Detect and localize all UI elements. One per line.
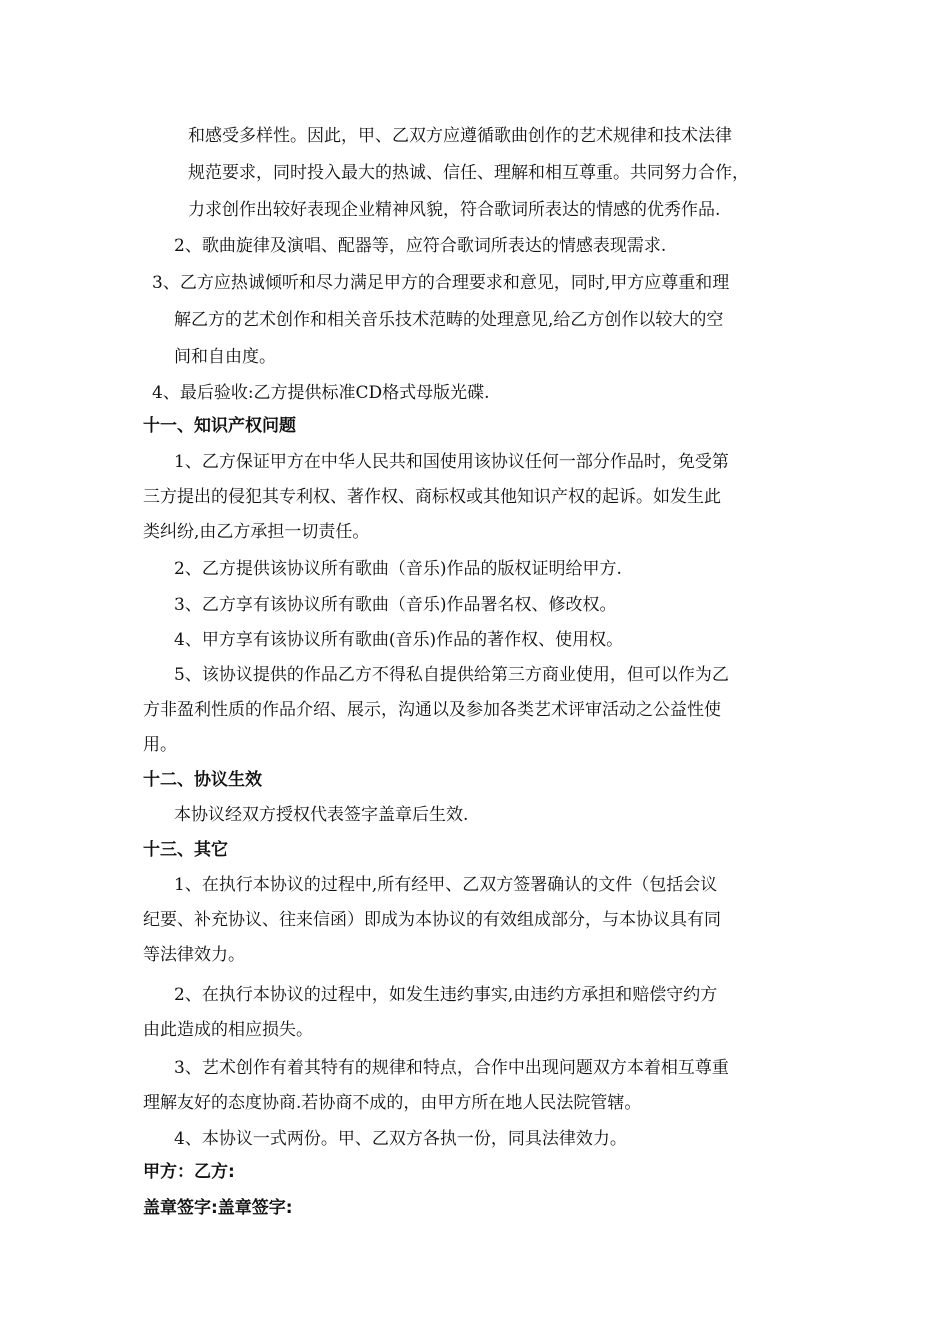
paragraph-line: 力求创作出较好表现企业精神风貌，符合歌词所表达的情感的优秀作品. (188, 200, 721, 220)
paragraph-line: 1、乙方保证甲方在中华人民共和国使用该协议任何一部分作品时，免受第 (174, 452, 729, 472)
paragraph-line: 三方提出的侵犯其专利权、著作权、商标权或其他知识产权的起诉。如发生此 (143, 487, 721, 507)
paragraph-line: 4、最后验收:乙方提供标准CD格式母版光碟. (152, 383, 490, 403)
section-heading-13: 十三、其它 (143, 840, 228, 860)
paragraph-line: 等法律效力。 (143, 945, 245, 965)
paragraph-line: 用。 (143, 735, 177, 755)
paragraph-line: 4、本协议一式两份。甲、乙双方各执一份，同具法律效力。 (174, 1129, 627, 1149)
paragraph-line: 2、歌曲旋律及演唱、配器等，应符合歌词所表达的情感表现需求. (174, 236, 667, 256)
paragraph-line: 2、乙方提供该协议所有歌曲（音乐)作品的版权证明给甲方. (174, 559, 622, 579)
paragraph-line: 解乙方的艺术创作和相关音乐技术范畴的处理意见,给乙方创作以较大的空 (174, 310, 724, 330)
signature-parties: 甲方：乙方: (143, 1162, 235, 1182)
paragraph-line: 4、甲方享有该协议所有歌曲(音乐)作品的著作权、使用权。 (174, 630, 624, 650)
paragraph-line: 5、该协议提供的作品乙方不得私自提供给第三方商业使用，但可以作为乙 (174, 665, 729, 685)
paragraph-line: 理解友好的态度协商.若协商不成的，由甲方所在地人民法院管辖。 (143, 1093, 642, 1113)
paragraph-line: 由此造成的相应损失。 (143, 1020, 313, 1040)
paragraph-line: 3、乙方享有该协议所有歌曲（音乐)作品署名权、修改权。 (174, 595, 617, 615)
paragraph-line: 类纠纷,由乙方承担一切责任。 (143, 522, 370, 542)
paragraph-line: 1、在执行本协议的过程中,所有经甲、乙双方签署确认的文件（包括会议 (174, 875, 718, 895)
paragraph-line: 纪要、补充协议、往来信函）即成为本协议的有效组成部分，与本协议具有同 (143, 910, 721, 930)
paragraph-line: 3、乙方应热诚倾听和尽力满足甲方的合理要求和意见，同时,甲方应尊重和理 (152, 273, 730, 293)
section-heading-12: 十二、协议生效 (143, 770, 262, 790)
paragraph-line: 规范要求，同时投入最大的热诚、信任、理解和相互尊重。共同努力合作， (188, 163, 749, 183)
paragraph-line: 和感受多样性。因此，甲、乙双方应遵循歌曲创作的艺术规律和技术法律 (188, 126, 732, 146)
signature-stamp-line: 盖章签字:盖章签字: (143, 1198, 293, 1218)
paragraph-line: 3、艺术创作有着其特有的规律和特点，合作中出现问题双方本着相互尊重 (174, 1058, 729, 1078)
paragraph-line: 方非盈利性质的作品介绍、展示，沟通以及参加各类艺术评审活动之公益性使 (143, 700, 721, 720)
section-heading-11: 十一、知识产权问题 (143, 416, 296, 436)
paragraph-line: 2、在执行本协议的过程中，如发生违约事实,由违约方承担和赔偿守约方 (174, 985, 718, 1005)
paragraph-line: 间和自由度。 (174, 347, 276, 367)
paragraph-line: 本协议经双方授权代表签字盖章后生效. (174, 805, 469, 825)
